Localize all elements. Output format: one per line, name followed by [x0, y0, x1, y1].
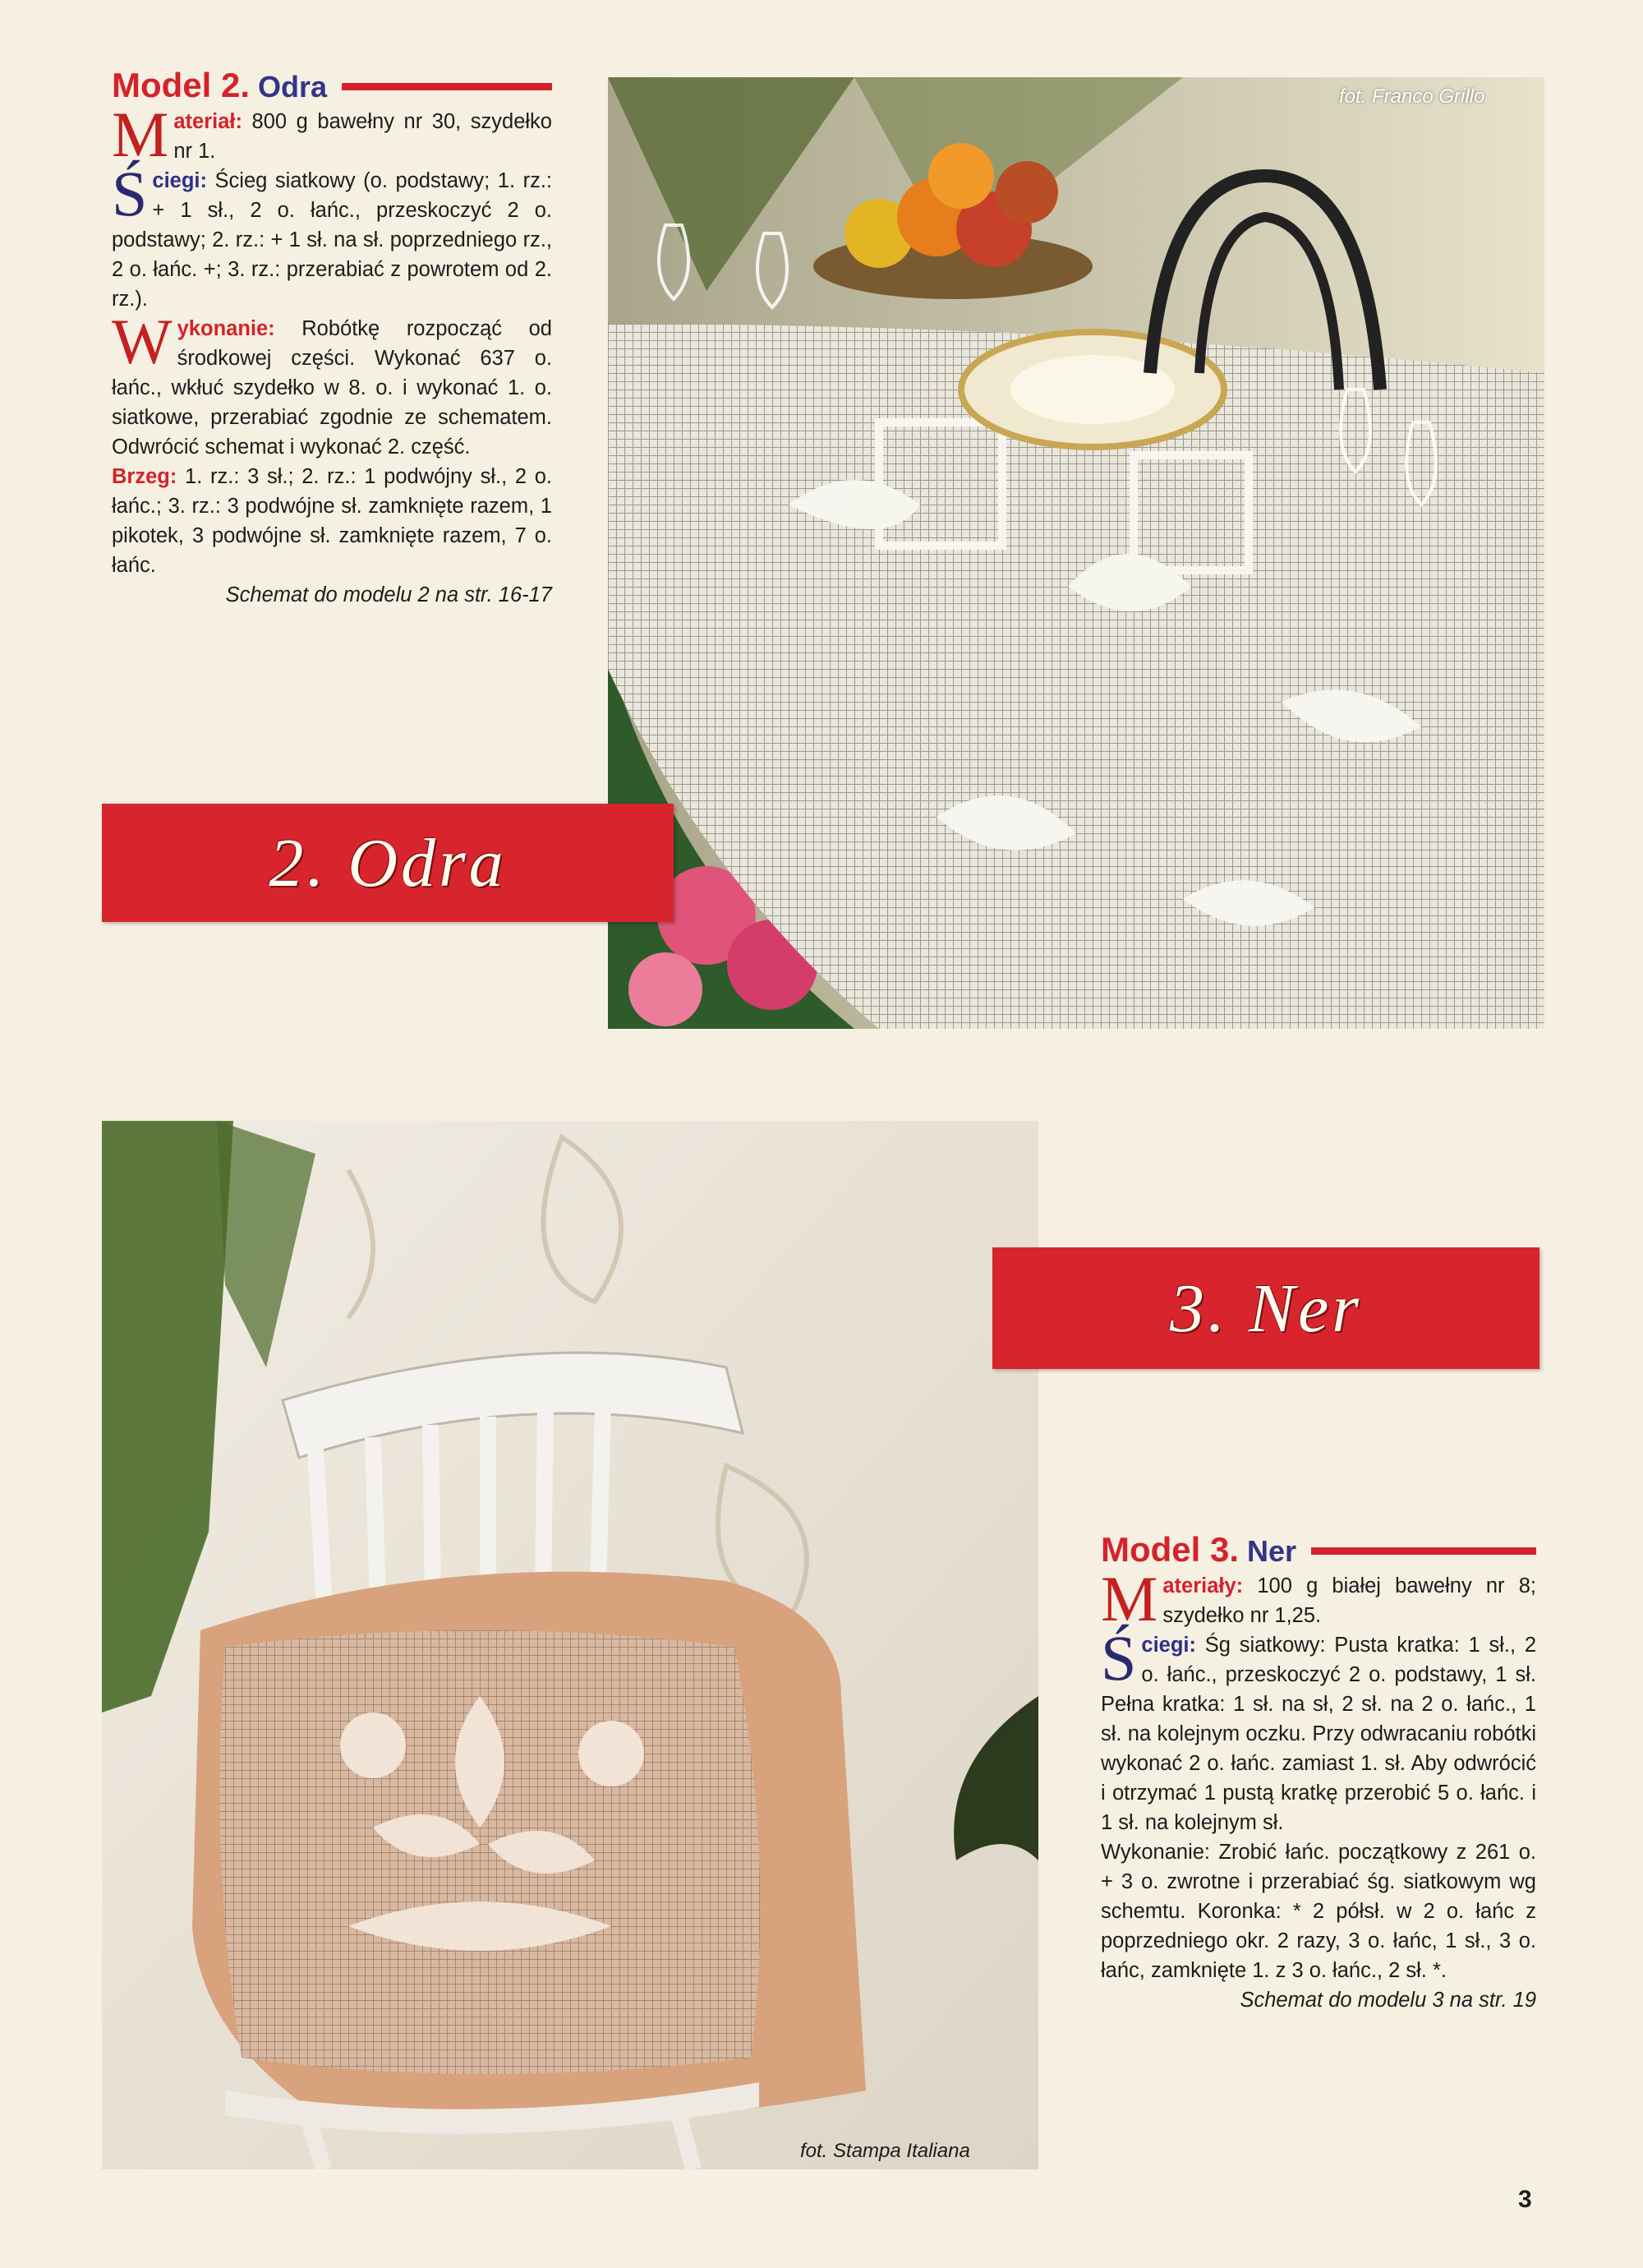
model3-material-dropcap: M: [1101, 1563, 1158, 1634]
model3-sciegi-dropcap: Ś: [1101, 1622, 1137, 1694]
model3-material-text: 100 g białej bawełny nr 8; szydełko nr 1,25.: [1162, 1574, 1536, 1627]
model2-sciegi-label: ciegi:: [152, 169, 207, 192]
model2-schema-reference: Schemat do modelu 2 na str. 16-17: [225, 583, 552, 606]
model2-material-dropcap: M: [112, 99, 169, 170]
model3-sciegi-paragraph: [1101, 1622, 1536, 1837]
model2-material-paragraph: [112, 99, 552, 170]
model2-material-text: 800 g bawełny nr 30, szydełko nr 1.: [173, 110, 552, 163]
model3-sciegi-label: ciegi:: [1141, 1634, 1196, 1657]
model3-title-name: Ner: [1247, 1534, 1297, 1568]
model3-photo-credit: fot. Stampa Italiana: [800, 2140, 970, 2162]
pillow-illustration: [102, 1121, 1038, 2169]
model2-sciegi-paragraph: [112, 158, 552, 314]
model2-wykonanie-paragraph: [112, 306, 552, 462]
model3-sciegi-text: Śg siatkowy: Pusta kratka: 1 sł., 2 o. łańc., przeskoczyć 2 o. podstawy, 1 sł. Pełna kratka: 1 sł. na sł, 2 sł. na 2 o. łańc., 1 sł. na kolejnym oczku. Przy odwracaniu robótki wykonać 2 o. łańc. zamiast 1. sł. Aby odwrócić i otrzymać 1 pustą kratkę przerobić 5 o. łańc. i 1 sł. na kolejnym sł.: [1101, 1634, 1536, 1834]
model2-wykonanie-dropcap: W: [112, 306, 173, 377]
model3-text-column: [1101, 1530, 1536, 2015]
model3-banner: [992, 1247, 1539, 1369]
model2-banner-text: 2. Odra: [269, 824, 507, 901]
model2-sciegi-text: Ścieg siatkowy (o. podstawy; 1. rz.: + 1 sł., 2 o. łańc., przeskoczyć 2 o. podstawy; 2. rz.: + 1 sł. na sł. poprzedniego rz., 2 o. łańc. +; 3. rz.: przerabiać z powrotem od 2. rz.).: [112, 169, 552, 311]
model3-material-paragraph: [1101, 1563, 1536, 1634]
model2-title-number: Model 2.: [112, 66, 251, 104]
model3-title-number: Model 3.: [1101, 1530, 1240, 1569]
model2-brzeg-label: Brzeg:: [112, 465, 177, 488]
model3-material-label: ateriały:: [1162, 1574, 1244, 1597]
tablecloth-illustration: [608, 77, 1544, 1029]
model2-sciegi-dropcap: Ś: [112, 158, 148, 229]
model3-pillow-photo: [102, 1121, 1038, 2169]
model2-tablecloth-photo: [608, 77, 1544, 1029]
model3-banner-text: 3. Ner: [1170, 1270, 1362, 1347]
model2-banner: [102, 804, 674, 922]
model2-title-name: Odra: [258, 70, 328, 104]
model2-brzeg-text: 1. rz.: 3 sł.; 2. rz.: 1 podwójny sł., 2 o. łańc.; 3. rz.: 3 podwójne sł. zamknięte razem, 1 pikotek, 3 podwójne sł. zamknięte razem, 7 o. łańc.: [112, 465, 552, 577]
model2-title-rule: [342, 83, 552, 90]
model2-text-column: [112, 66, 552, 610]
model2-brzeg-paragraph: [112, 462, 552, 580]
model2-wykonanie-text: Robótkę rozpocząć od środkowej części. Wykonać 637 o. łańc., wkłuć szydełko w 8. o. i wykonać 1. o. siatkowe, przerabiać zgodnie ze schematem. Odwrócić schemat i wykonać 2. część.: [112, 317, 552, 459]
page-number: 3: [1518, 2186, 1532, 2213]
model3-wykonanie-paragraph: Wykonanie: Zrobić łańc. początkowy z 261 o. + 3 o. zwrotne i przerabiać śg. siatkowym wg schemtu. Koronka: * 2 półsł. w 2 o. łańc z poprzedniego okr. 2 razy, 3 o. łańc, 1 sł., 3 o. łańc, zamknięte 1. z 3 o. łańc., 2 sł. *.: [1101, 1841, 1536, 1982]
model3-schema-reference: Schemat do modelu 3 na str. 19: [1240, 1989, 1536, 2012]
model2-heading: [112, 66, 552, 104]
model2-material-label: ateriał:: [173, 110, 242, 133]
model3-title-rule: [1311, 1547, 1536, 1555]
model2-photo-credit: fot. Franco Grillo: [1339, 85, 1485, 108]
model3-heading: [1101, 1530, 1536, 1569]
model2-wykonanie-label: ykonanie:: [177, 317, 275, 340]
